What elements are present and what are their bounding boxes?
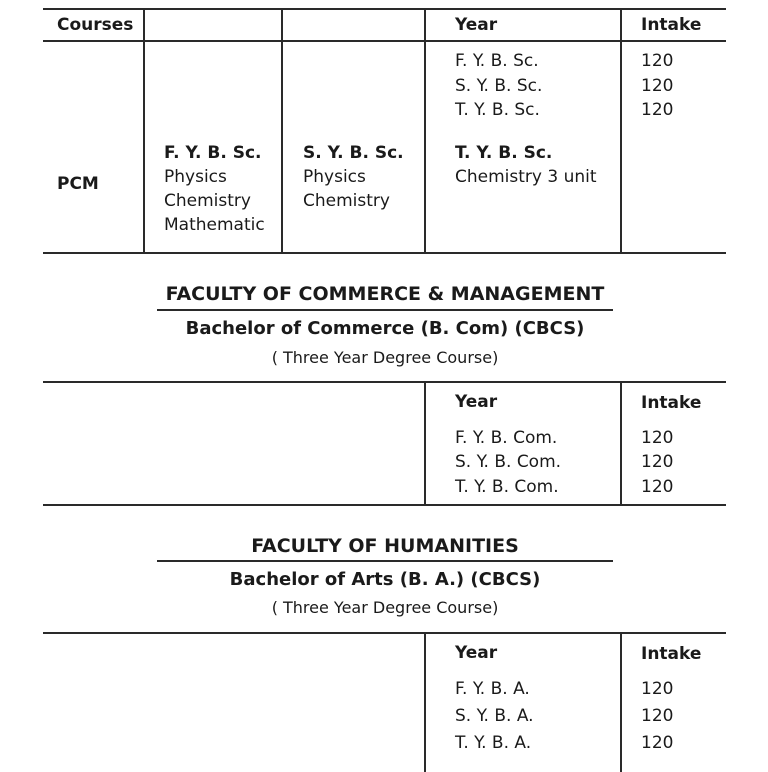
commerce-col-divider-2 bbox=[620, 381, 622, 506]
humanities-year-row: T. Y. B. A. bbox=[455, 733, 532, 753]
humanities-col-divider-2 bbox=[620, 632, 622, 772]
commerce-degree-title: Bachelor of Commerce (B. Com) (CBCS) bbox=[185, 318, 585, 339]
commerce-table-bottom-border bbox=[43, 504, 726, 506]
humanities-year-row: F. Y. B. A. bbox=[455, 679, 530, 699]
science-table-bottom-border bbox=[43, 252, 726, 254]
fy-title: F. Y. B. Sc. bbox=[164, 143, 262, 163]
commerce-intake-header: Intake bbox=[641, 393, 702, 413]
intake-value: 120 bbox=[641, 76, 674, 96]
year-header: Year bbox=[455, 15, 498, 35]
science-col-divider-3 bbox=[424, 8, 426, 254]
commerce-table-top-border bbox=[43, 381, 726, 383]
sy-subject: Chemistry bbox=[303, 191, 390, 211]
commerce-duration: ( Three Year Degree Course) bbox=[271, 348, 499, 367]
commerce-year-header: Year bbox=[455, 392, 498, 412]
commerce-intake-value: 120 bbox=[641, 477, 674, 497]
year-row: F. Y. B. Sc. bbox=[455, 51, 539, 71]
sy-subject: Physics bbox=[303, 167, 366, 187]
humanities-intake-value: 120 bbox=[641, 706, 674, 726]
commerce-title-underline bbox=[157, 309, 613, 311]
science-col-divider-1 bbox=[143, 8, 145, 254]
commerce-year-row: F. Y. B. Com. bbox=[455, 428, 558, 448]
course-name: PCM bbox=[57, 174, 99, 194]
intake-header: Intake bbox=[641, 15, 702, 35]
ty-title: T. Y. B. Sc. bbox=[455, 143, 553, 163]
humanities-intake-value: 120 bbox=[641, 733, 674, 753]
intake-value: 120 bbox=[641, 100, 674, 120]
humanities-degree-title: Bachelor of Arts (B. A.) (CBCS) bbox=[229, 569, 541, 590]
humanities-duration: ( Three Year Degree Course) bbox=[271, 598, 499, 617]
humanities-intake-header: Intake bbox=[641, 644, 702, 664]
commerce-year-row: S. Y. B. Com. bbox=[455, 452, 562, 472]
science-table-top-border bbox=[43, 8, 726, 10]
intake-value: 120 bbox=[641, 51, 674, 71]
humanities-year-header: Year bbox=[455, 643, 498, 663]
fy-subject: Mathematic bbox=[164, 215, 265, 235]
commerce-intake-value: 120 bbox=[641, 428, 674, 448]
science-col-divider-2 bbox=[281, 8, 283, 254]
commerce-col-divider-1 bbox=[424, 381, 426, 506]
sy-title: S. Y. B. Sc. bbox=[303, 143, 404, 163]
commerce-intake-value: 120 bbox=[641, 452, 674, 472]
science-col-divider-4 bbox=[620, 8, 622, 254]
humanities-faculty-title: FACULTY OF HUMANITIES bbox=[251, 535, 519, 557]
year-row: S. Y. B. Sc. bbox=[455, 76, 543, 96]
fy-subject: Chemistry bbox=[164, 191, 251, 211]
humanities-year-row: S. Y. B. A. bbox=[455, 706, 534, 726]
humanities-intake-value: 120 bbox=[641, 679, 674, 699]
year-row: T. Y. B. Sc. bbox=[455, 100, 540, 120]
commerce-year-row: T. Y. B. Com. bbox=[455, 477, 559, 497]
ty-subject: Chemistry 3 unit bbox=[455, 167, 597, 187]
science-table-header-border bbox=[43, 40, 726, 42]
courses-header: Courses bbox=[57, 15, 134, 35]
humanities-table-top-border bbox=[43, 632, 726, 634]
humanities-col-divider-1 bbox=[424, 632, 426, 772]
humanities-title-underline bbox=[157, 560, 613, 562]
commerce-faculty-title: FACULTY OF COMMERCE & MANAGEMENT bbox=[165, 283, 605, 305]
fy-subject: Physics bbox=[164, 167, 227, 187]
